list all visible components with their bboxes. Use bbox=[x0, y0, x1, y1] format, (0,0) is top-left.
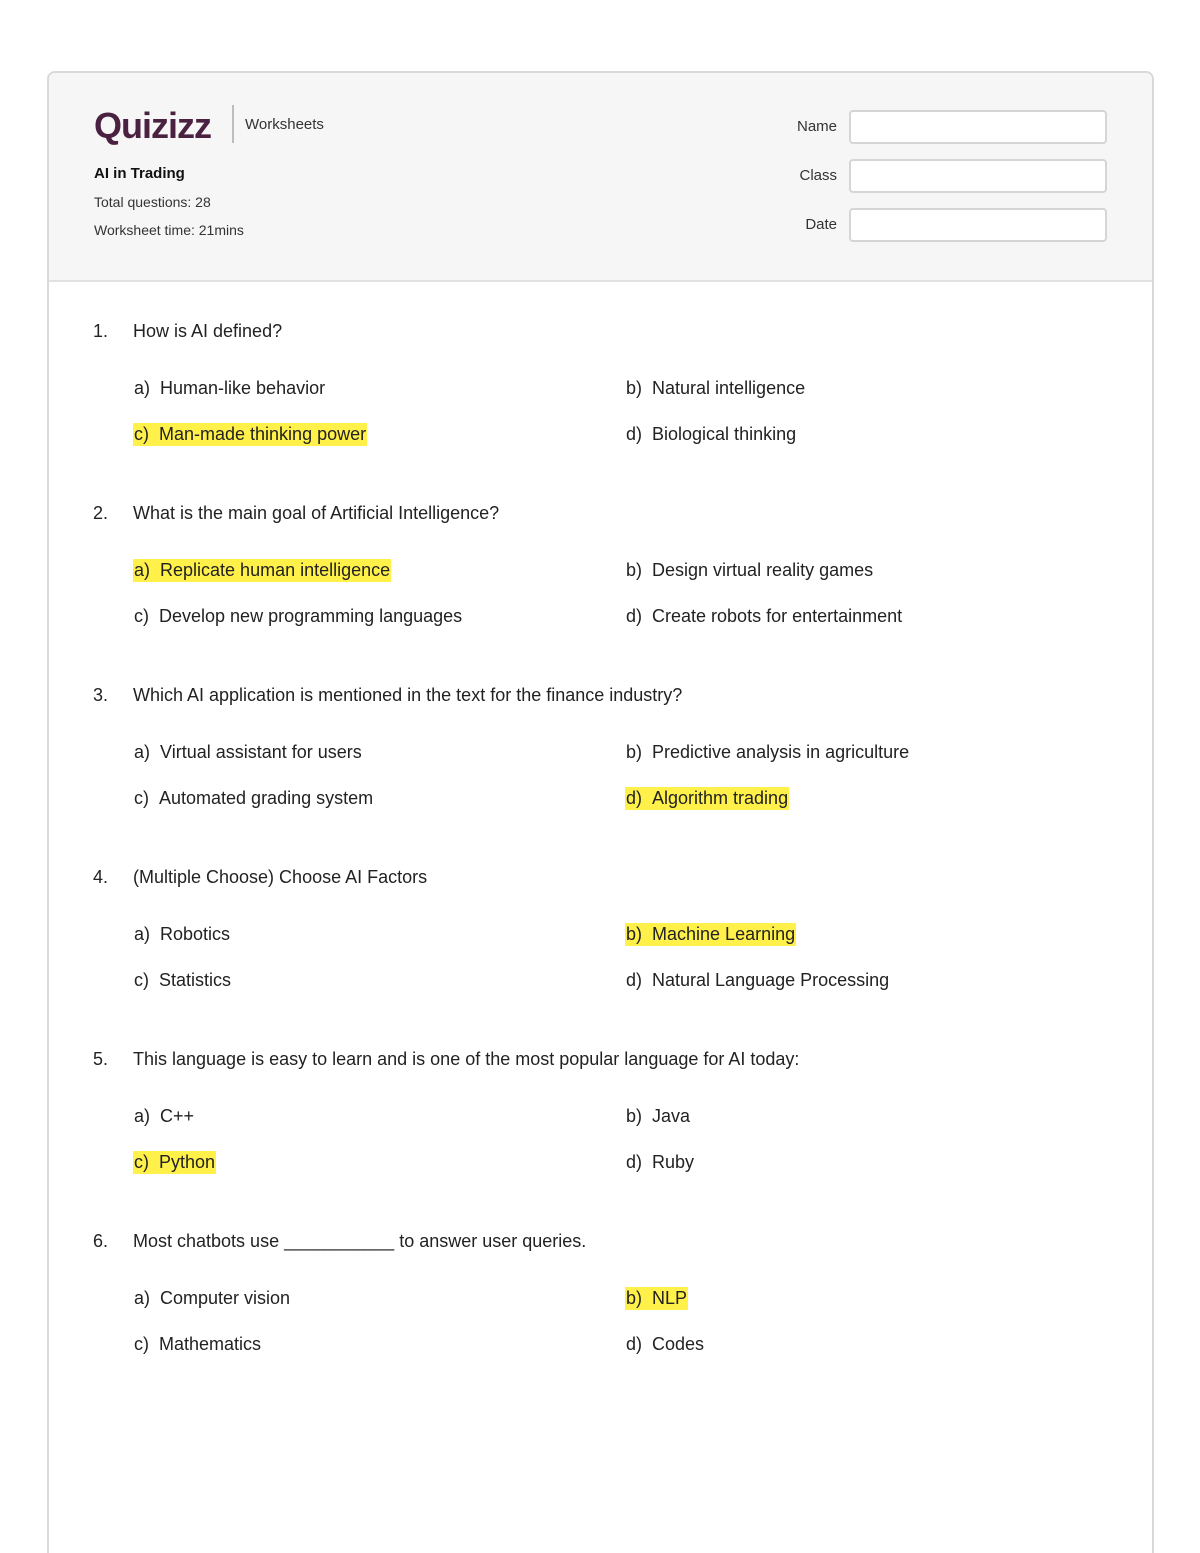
option-text: Statistics bbox=[159, 970, 232, 990]
option-text: Replicate human intelligence bbox=[160, 560, 391, 580]
option-letter: b) bbox=[626, 378, 643, 398]
question-text: How is AI defined? bbox=[133, 321, 283, 341]
question-number: 6. bbox=[93, 1231, 109, 1251]
option-letter: d) bbox=[626, 1152, 643, 1172]
question-text: (Multiple Choose) Choose AI Factors bbox=[133, 867, 428, 887]
answer-option-d[interactable] bbox=[625, 423, 797, 446]
question-text: What is the main goal of Artificial Intelligence? bbox=[133, 503, 500, 523]
option-letter: b) bbox=[626, 742, 643, 762]
answer-option-b[interactable] bbox=[625, 1105, 691, 1128]
option-letter: c) bbox=[134, 424, 149, 444]
option-text: Virtual assistant for users bbox=[160, 742, 362, 762]
option-letter: c) bbox=[134, 788, 149, 808]
option-text: Machine Learning bbox=[652, 924, 796, 944]
answer-option-a[interactable] bbox=[133, 1287, 291, 1310]
worksheet-page bbox=[47, 71, 1154, 1553]
option-letter: c) bbox=[134, 1152, 149, 1172]
option-text: Mathematics bbox=[159, 1334, 262, 1354]
option-letter: b) bbox=[626, 1288, 643, 1308]
answer-option-c[interactable] bbox=[133, 969, 232, 992]
option-text: Biological thinking bbox=[652, 424, 797, 444]
option-letter: a) bbox=[134, 1288, 151, 1308]
date-label: Date bbox=[805, 216, 837, 233]
answer-option-a[interactable] bbox=[133, 1105, 195, 1128]
answer-option-b-correct[interactable] bbox=[625, 1287, 688, 1310]
quizizz-logo bbox=[94, 106, 222, 146]
worksheet-title: AI in Trading bbox=[94, 165, 185, 182]
answer-option-d[interactable] bbox=[625, 969, 890, 992]
answer-option-c-correct[interactable] bbox=[133, 423, 367, 446]
answer-option-b-correct[interactable] bbox=[625, 923, 796, 946]
answer-option-b[interactable] bbox=[625, 741, 910, 764]
answer-option-b[interactable] bbox=[625, 559, 874, 582]
question-text: Which AI application is mentioned in the text for the finance industry? bbox=[133, 685, 683, 705]
option-text: C++ bbox=[160, 1106, 195, 1126]
option-text: Natural intelligence bbox=[652, 378, 806, 398]
answer-option-a[interactable] bbox=[133, 923, 231, 946]
answer-option-d[interactable] bbox=[625, 605, 903, 628]
option-letter: d) bbox=[626, 606, 643, 626]
option-text: Robotics bbox=[160, 924, 231, 944]
option-letter: c) bbox=[134, 970, 149, 990]
date-field[interactable] bbox=[849, 208, 1107, 242]
question-number: 2. bbox=[93, 503, 109, 523]
total-questions: Total questions: 28 bbox=[94, 194, 211, 210]
option-letter: d) bbox=[626, 970, 643, 990]
worksheet-time: Worksheet time: 21mins bbox=[94, 222, 244, 238]
logo-divider bbox=[232, 105, 234, 143]
answer-option-c[interactable] bbox=[133, 787, 374, 810]
question-text: Most chatbots use ___________ to answer user queries. bbox=[133, 1231, 587, 1251]
option-letter: a) bbox=[134, 378, 151, 398]
option-letter: a) bbox=[134, 742, 151, 762]
option-text: Automated grading system bbox=[159, 788, 374, 808]
option-letter: a) bbox=[134, 1106, 151, 1126]
quizizz-logo-icon bbox=[94, 106, 222, 146]
answer-option-c-correct[interactable] bbox=[133, 1151, 216, 1174]
option-letter: d) bbox=[626, 1334, 643, 1354]
question-number: 1. bbox=[93, 321, 109, 341]
option-text: Computer vision bbox=[160, 1288, 291, 1308]
option-letter: c) bbox=[134, 1334, 149, 1354]
name-field[interactable] bbox=[849, 110, 1107, 144]
option-letter: b) bbox=[626, 924, 643, 944]
question-text: This language is easy to learn and is one of the most popular language for AI today: bbox=[133, 1049, 800, 1069]
question-number: 4. bbox=[93, 867, 109, 887]
answer-option-a[interactable] bbox=[133, 741, 363, 764]
answer-option-a-correct[interactable] bbox=[133, 559, 391, 582]
option-letter: d) bbox=[626, 788, 643, 808]
option-text: Python bbox=[159, 1152, 216, 1172]
brand-subtitle: Worksheets bbox=[245, 116, 324, 133]
answer-option-d[interactable] bbox=[625, 1333, 705, 1356]
answer-option-d-correct[interactable] bbox=[625, 787, 789, 810]
option-letter: c) bbox=[134, 606, 149, 626]
option-letter: b) bbox=[626, 560, 643, 580]
option-text: Man-made thinking power bbox=[159, 424, 367, 444]
option-text: Natural Language Processing bbox=[652, 970, 890, 990]
option-text: Codes bbox=[652, 1334, 705, 1354]
worksheet-header bbox=[49, 73, 1152, 282]
option-text: NLP bbox=[652, 1288, 688, 1308]
class-label: Class bbox=[799, 167, 837, 184]
answer-option-a[interactable] bbox=[133, 377, 326, 400]
option-letter: d) bbox=[626, 424, 643, 444]
option-letter: b) bbox=[626, 1106, 643, 1126]
option-text: Algorithm trading bbox=[652, 788, 789, 808]
answer-option-b[interactable] bbox=[625, 377, 806, 400]
question-number: 5. bbox=[93, 1049, 109, 1069]
option-text: Predictive analysis in agriculture bbox=[652, 742, 910, 762]
answer-option-c[interactable] bbox=[133, 1333, 262, 1356]
option-text: Ruby bbox=[652, 1152, 695, 1172]
option-text: Java bbox=[652, 1106, 691, 1126]
option-text: Create robots for entertainment bbox=[652, 606, 903, 626]
name-label: Name bbox=[796, 118, 837, 135]
option-letter: a) bbox=[134, 560, 151, 580]
answer-option-c[interactable] bbox=[133, 605, 463, 628]
question-number: 3. bbox=[93, 685, 109, 705]
option-text: Design virtual reality games bbox=[652, 560, 874, 580]
option-text: Human-like behavior bbox=[160, 378, 326, 398]
class-field[interactable] bbox=[849, 159, 1107, 193]
answer-option-d[interactable] bbox=[625, 1151, 695, 1174]
option-letter: a) bbox=[134, 924, 151, 944]
svg-text:Quizizz: Quizizz bbox=[94, 106, 211, 146]
option-text: Develop new programming languages bbox=[159, 606, 463, 626]
